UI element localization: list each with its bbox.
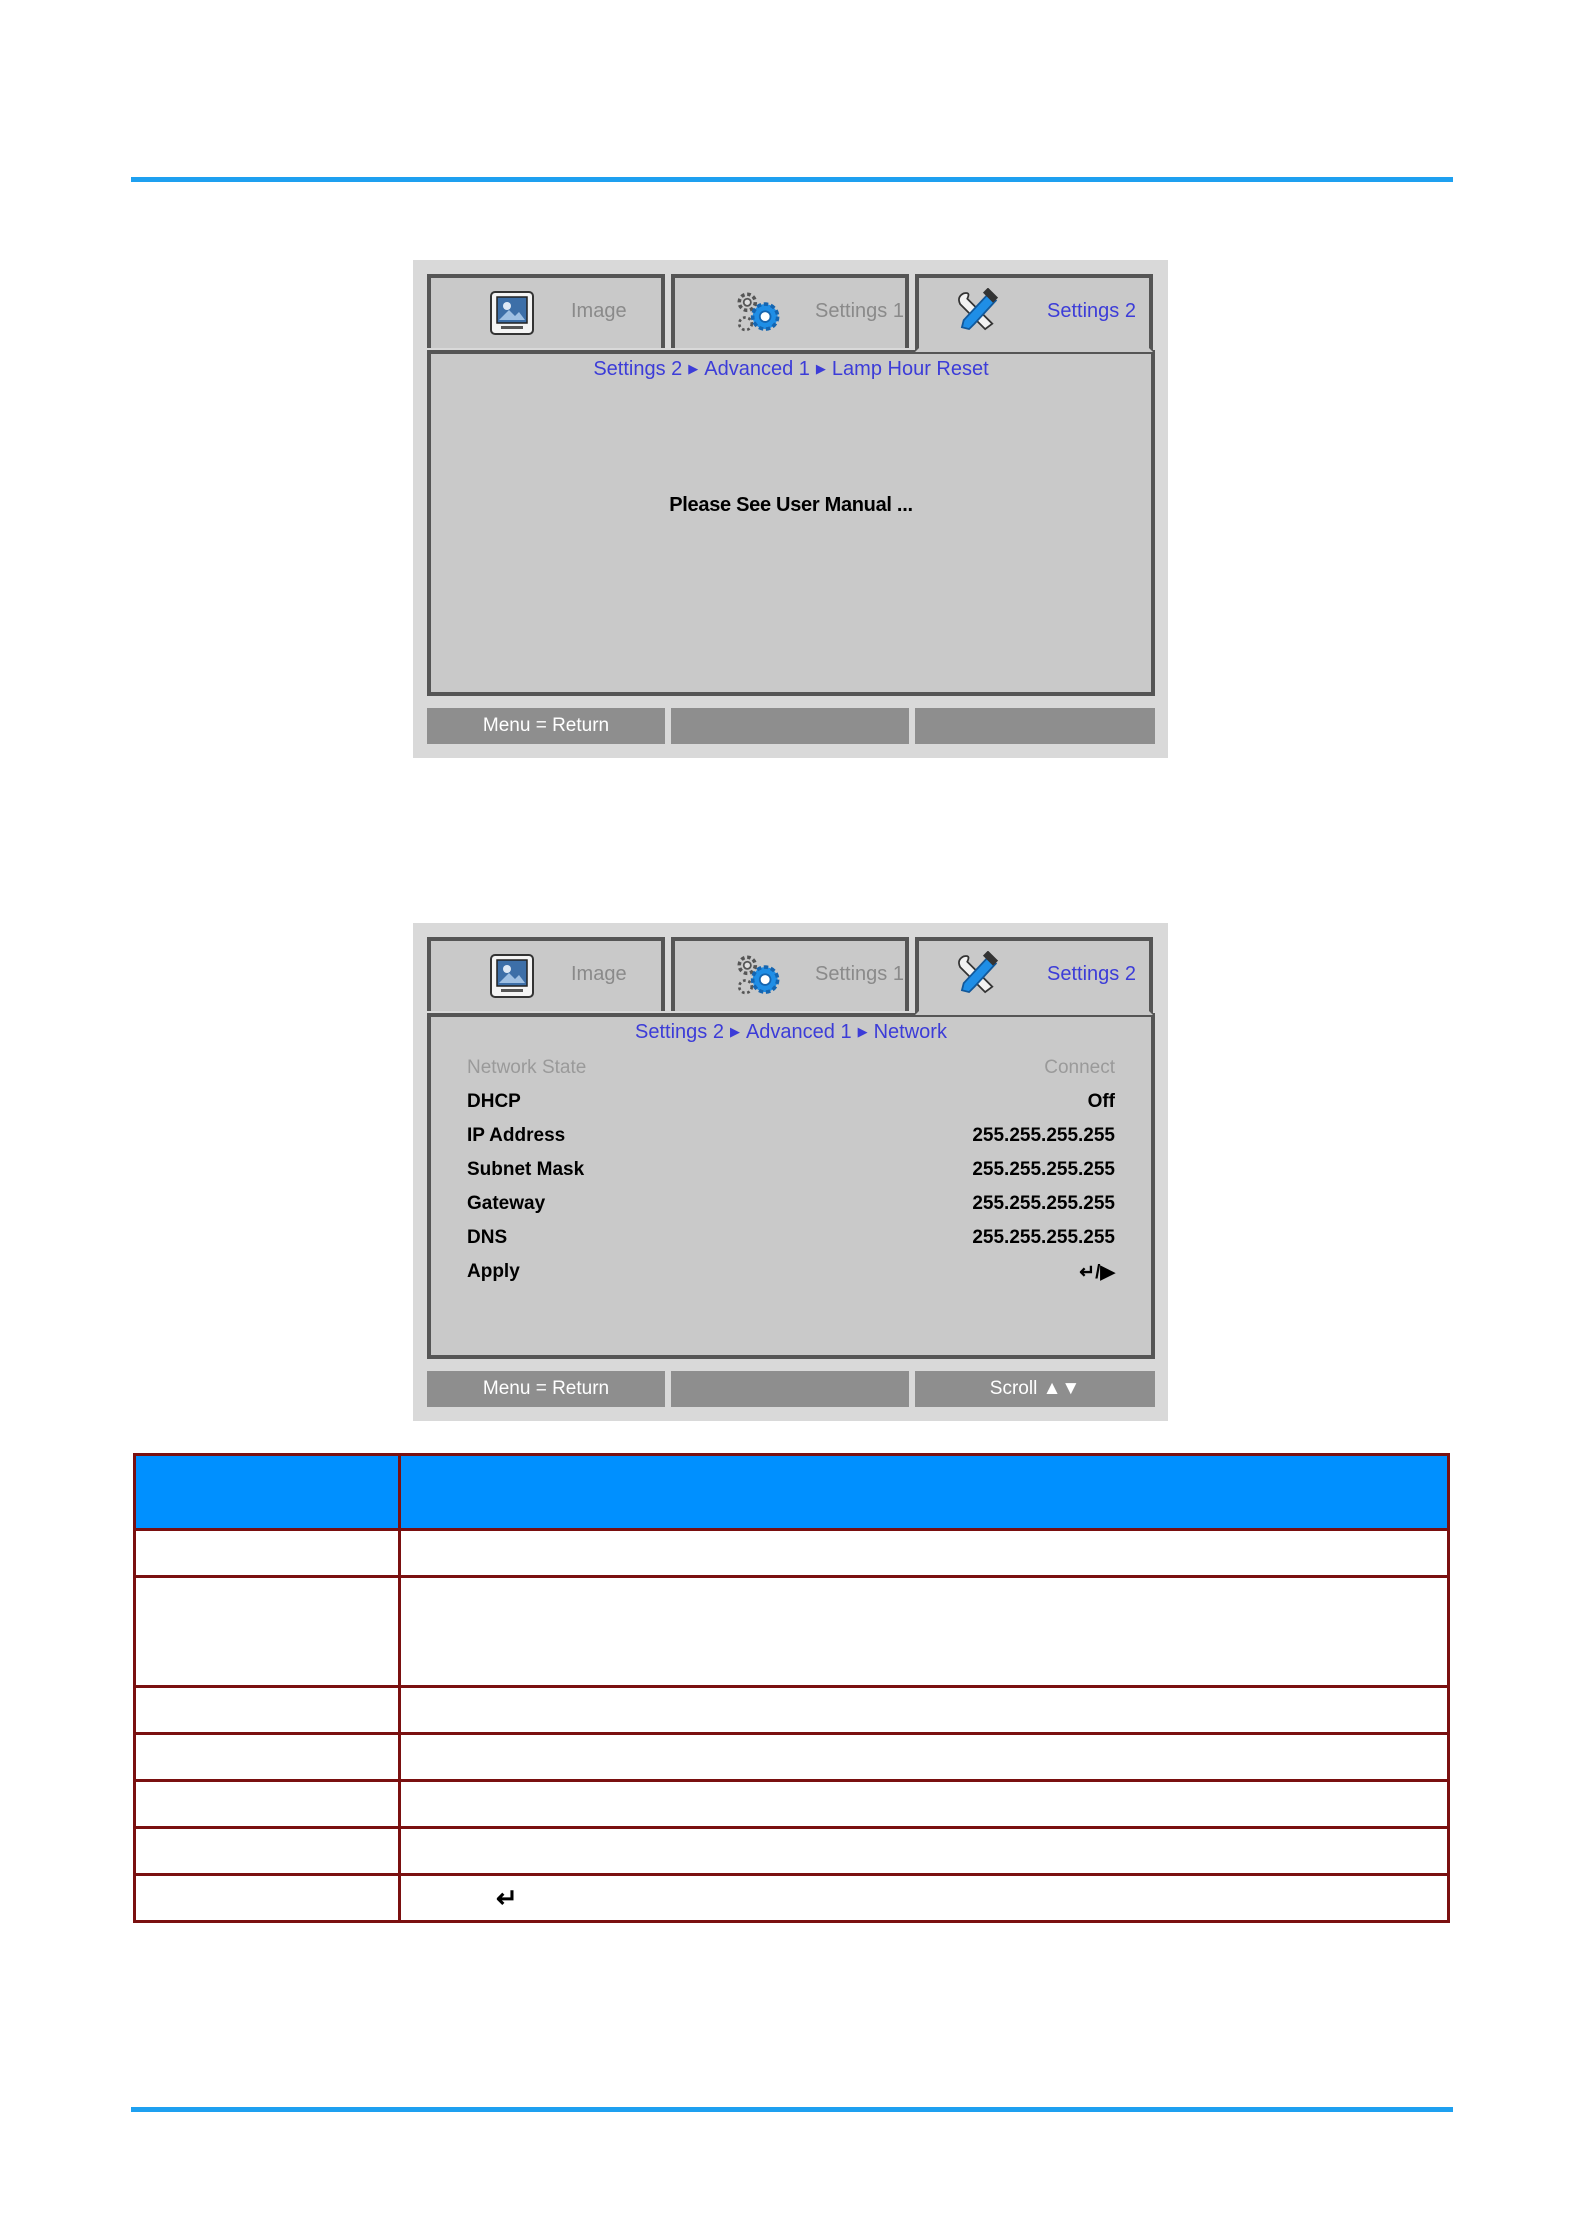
table-row [135,1828,1449,1875]
row-value: Connect [1044,1057,1115,1078]
footer-menu-return[interactable]: Menu = Return [427,1371,665,1407]
breadcrumb [431,1021,1151,1044]
header-rule [131,177,1453,182]
breadcrumb-arrow-icon: ▶ [815,361,826,376]
breadcrumb-item: Settings 2 [635,1021,724,1043]
enter-arrow-icon: ↵/▶ [1079,1262,1115,1283]
tab-settings-2[interactable] [915,937,1153,1015]
row-label: Subnet Mask [467,1159,585,1180]
apply-row[interactable] [467,1261,1115,1287]
osd-panel [427,350,1155,696]
table-row [135,1875,1449,1922]
image-icon [487,951,537,1001]
gateway-row[interactable] [467,1193,1115,1219]
tab-settings-1-label: Settings 1 [815,300,904,322]
row-value: Off [1087,1091,1115,1112]
row-label: IP Address [467,1125,566,1146]
tab-settings-1-label: Settings 1 [815,963,904,985]
breadcrumb-arrow-icon: ▶ [857,1024,868,1039]
footer-blank [671,1371,909,1407]
osd-footer [427,1371,1155,1407]
gears-icon [733,951,783,1001]
osd-menu-lamp-hour-reset [413,260,1168,758]
footer-blank [915,708,1155,744]
table-header-cell [400,1455,1449,1530]
row-value: 255.255.255.255 [972,1159,1115,1180]
row-value: 255.255.255.255 [972,1125,1115,1146]
table-row [135,1530,1449,1577]
table-row [135,1577,1449,1687]
footer-blank [671,708,909,744]
tab-image-label: Image [571,963,627,985]
dhcp-row[interactable] [467,1091,1115,1117]
row-label: DHCP [467,1091,521,1112]
row-label: Network State [467,1057,587,1078]
table-header-cell [135,1455,400,1530]
tab-image[interactable] [427,937,665,1011]
row-label: Gateway [467,1193,546,1214]
osd-footer [427,708,1155,744]
image-icon [487,288,537,338]
tab-image[interactable] [427,274,665,348]
dns-row[interactable] [467,1227,1115,1253]
tab-settings-2-label: Settings 2 [1047,300,1136,322]
tab-settings-1[interactable] [671,274,909,348]
breadcrumb-item: Advanced 1 [745,1021,852,1043]
row-label: Apply [467,1261,520,1282]
breadcrumb [431,358,1151,381]
breadcrumb-arrow-icon: ▶ [729,1024,740,1039]
subnet-mask-row[interactable] [467,1159,1115,1185]
row-label: DNS [467,1227,508,1248]
footer-rule [131,2107,1453,2112]
breadcrumb-item: Settings 2 [593,358,683,380]
breadcrumb-item: Lamp Hour Reset [831,358,989,380]
tab-settings-1[interactable] [671,937,909,1011]
breadcrumb-item: Network [873,1021,947,1043]
tools-icon [953,288,1003,338]
tab-settings-2-label: Settings 2 [1047,963,1136,985]
osd-menu-network [413,923,1168,1421]
description-table [133,1453,1450,1923]
tools-icon [953,951,1003,1001]
network-state-row [467,1057,1115,1083]
breadcrumb-item: Advanced 1 [704,358,810,380]
breadcrumb-arrow-icon: ▶ [688,361,699,376]
tab-settings-2[interactable] [915,274,1153,352]
table-row [135,1734,1449,1781]
table-row [135,1687,1449,1734]
row-value: 255.255.255.255 [972,1227,1115,1248]
footer-scroll[interactable]: Scroll ▲▼ [915,1371,1155,1407]
osd-panel [427,1013,1155,1359]
table-header-row [135,1455,1449,1530]
manual-message: Please See User Manual ... [669,494,913,516]
ip-address-row[interactable] [467,1125,1115,1151]
footer-menu-return[interactable]: Menu = Return [427,708,665,744]
tab-image-label: Image [571,300,627,322]
table-row [135,1781,1449,1828]
row-value: 255.255.255.255 [972,1193,1115,1214]
enter-arrow-icon: ↵ [496,1882,518,1913]
gears-icon [733,288,783,338]
